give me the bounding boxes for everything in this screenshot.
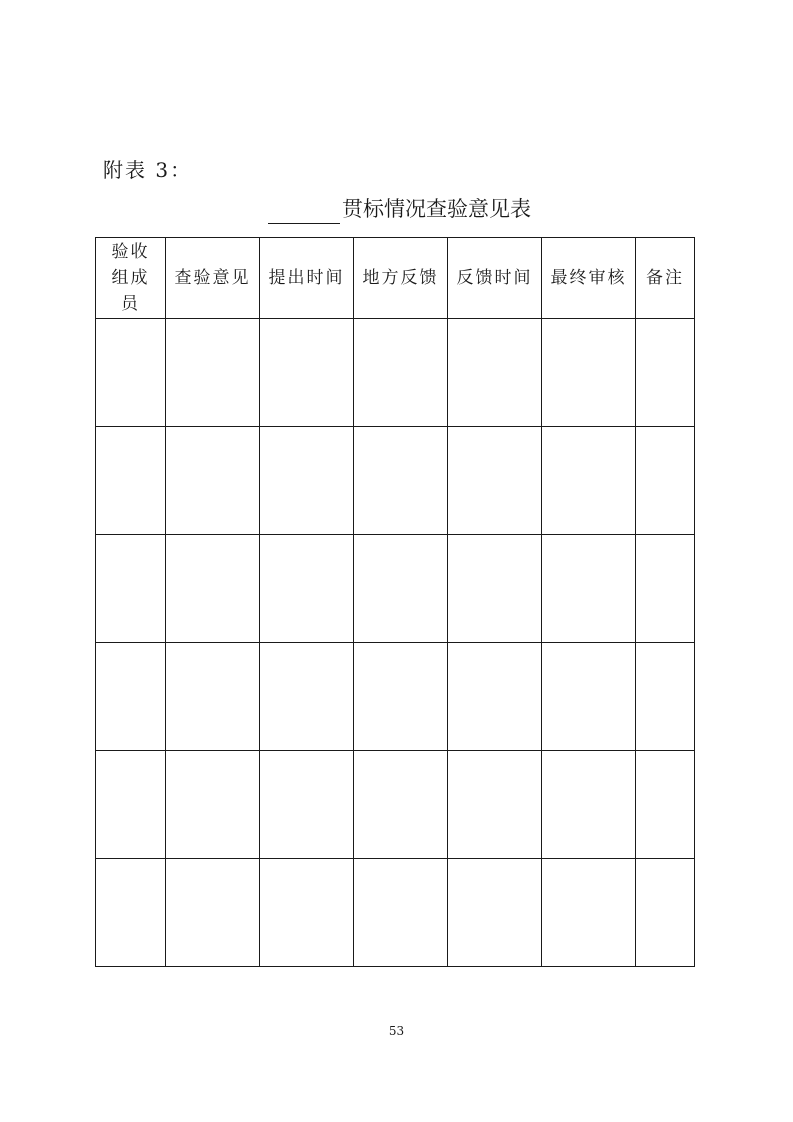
- table-cell[interactable]: [448, 535, 542, 643]
- table-cell[interactable]: [542, 751, 636, 859]
- table-cell[interactable]: [96, 643, 166, 751]
- table-cell[interactable]: [542, 859, 636, 967]
- table-cell[interactable]: [354, 319, 448, 427]
- page-number: 53: [388, 1024, 405, 1038]
- table-cell[interactable]: [260, 535, 354, 643]
- table-cell[interactable]: [636, 319, 695, 427]
- table-cell[interactable]: [636, 535, 695, 643]
- form-title-text: 贯标情况查验意见表: [342, 197, 531, 221]
- table-cell[interactable]: [96, 535, 166, 643]
- table-cell[interactable]: [166, 751, 260, 859]
- header-cell-inspection-member: 验收组成员: [96, 238, 166, 319]
- table-cell[interactable]: [96, 859, 166, 967]
- header-cell-remarks: 备注: [636, 238, 695, 319]
- table-row: [96, 319, 695, 427]
- table-cell[interactable]: [448, 427, 542, 535]
- table-row: [96, 643, 695, 751]
- table-cell[interactable]: [166, 535, 260, 643]
- header-cell-feedback-time: 反馈时间: [448, 238, 542, 319]
- table-row: [96, 859, 695, 967]
- table-cell[interactable]: [166, 643, 260, 751]
- table-cell[interactable]: [636, 427, 695, 535]
- header-cell-local-feedback: 地方反馈: [354, 238, 448, 319]
- table-cell[interactable]: [166, 427, 260, 535]
- table-row: [96, 751, 695, 859]
- table-cell[interactable]: [542, 427, 636, 535]
- table-cell[interactable]: [636, 643, 695, 751]
- table-cell[interactable]: [354, 427, 448, 535]
- table-cell[interactable]: [448, 643, 542, 751]
- table-cell[interactable]: [260, 427, 354, 535]
- table-cell[interactable]: [354, 751, 448, 859]
- table-cell[interactable]: [542, 535, 636, 643]
- table-cell[interactable]: [96, 751, 166, 859]
- table-header-row: [96, 238, 695, 319]
- header-cell-final-review: 最终审核: [542, 238, 636, 319]
- table-body: [96, 319, 695, 967]
- table-cell[interactable]: [166, 859, 260, 967]
- table-cell[interactable]: [260, 859, 354, 967]
- form-title: [268, 194, 588, 224]
- table-cell[interactable]: [96, 319, 166, 427]
- header-cell-inspection-opinion: 查验意见: [166, 238, 260, 319]
- appendix-label: 附表 3：: [103, 158, 193, 182]
- table-cell[interactable]: [260, 319, 354, 427]
- table-cell[interactable]: [542, 643, 636, 751]
- header-cell-submit-time: 提出时间: [260, 238, 354, 319]
- table-cell[interactable]: [636, 859, 695, 967]
- table-cell[interactable]: [448, 859, 542, 967]
- title-blank-line: [268, 201, 340, 224]
- table-row: [96, 535, 695, 643]
- table-cell[interactable]: [260, 643, 354, 751]
- table-cell[interactable]: [354, 535, 448, 643]
- table-cell[interactable]: [636, 751, 695, 859]
- table-cell[interactable]: [448, 751, 542, 859]
- table-cell[interactable]: [354, 643, 448, 751]
- inspection-opinion-table: [95, 237, 695, 967]
- table-cell[interactable]: [542, 319, 636, 427]
- table-cell[interactable]: [96, 427, 166, 535]
- table-cell[interactable]: [260, 751, 354, 859]
- table-cell[interactable]: [354, 859, 448, 967]
- table-cell[interactable]: [448, 319, 542, 427]
- table-cell[interactable]: [166, 319, 260, 427]
- table-row: [96, 427, 695, 535]
